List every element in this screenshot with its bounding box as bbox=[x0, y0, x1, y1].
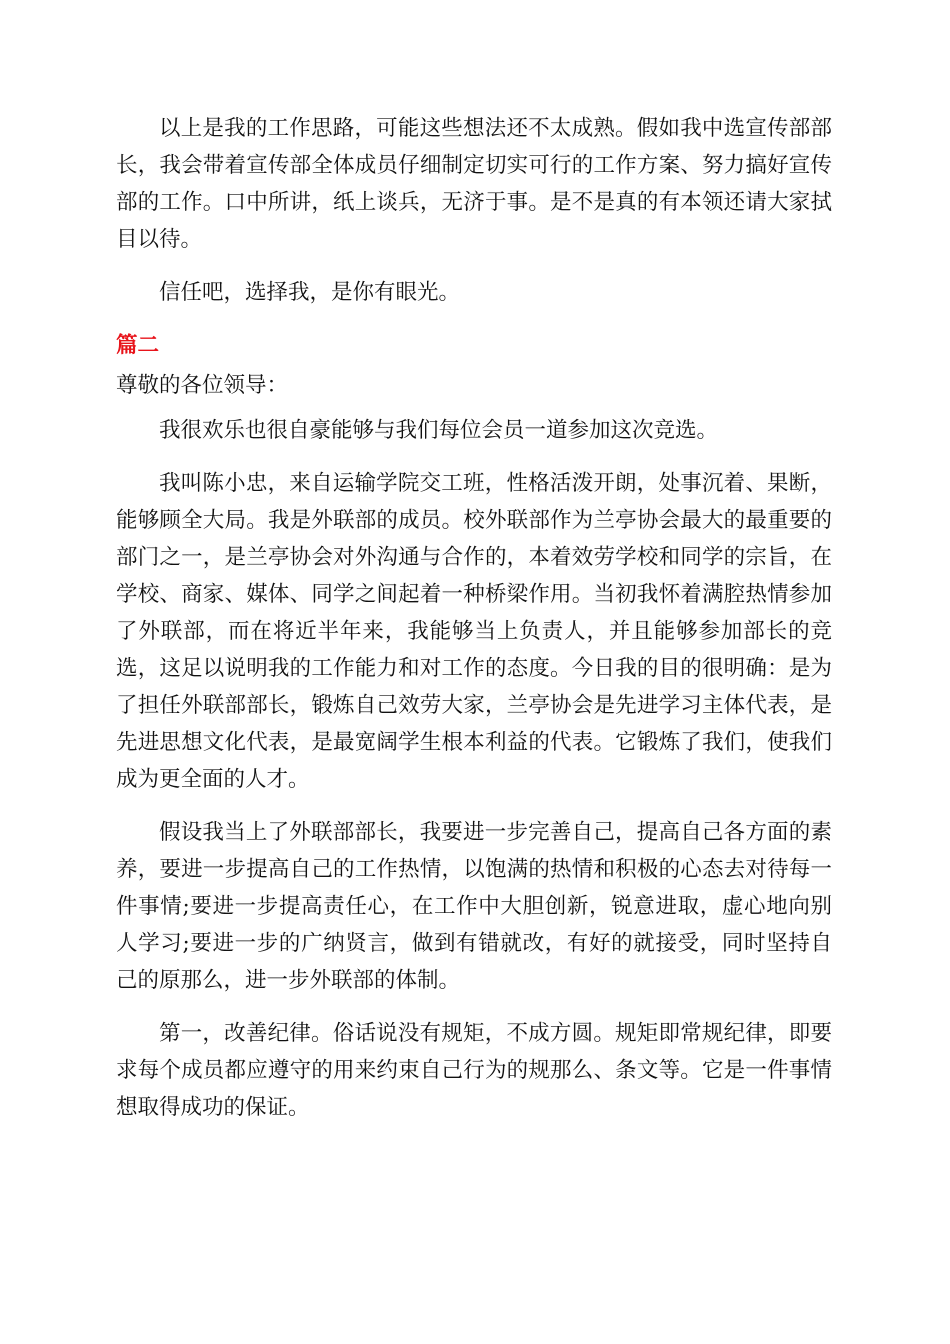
paragraph-discipline: 第一，改善纪律。俗话说没有规矩，不成方圆。规矩即常规纪律，即要求每个成员都应遵守的用来约束自己行为的规那么、条文等。它是一件事情想取得成功的保证。 bbox=[116, 1021, 832, 1120]
paragraph-intro: 我很欢乐也很自豪能够与我们每位会员一道参加这次竞选。 bbox=[159, 418, 719, 443]
paragraph-work-plan: 以上是我的工作思路，可能这些想法还不太成熟。假如我中选宣传部部长，我会带着宣传部全体成员仔细制定切实可行的工作方案、努力搞好宣传部的工作。口中所讲，纸上谈兵，无济于事。是不是真的有本领还请大家拭目以待。 bbox=[116, 116, 832, 252]
section-heading: 篇二 bbox=[116, 333, 160, 358]
paragraph-trust-me: 信任吧，选择我，是你有眼光。 bbox=[159, 280, 461, 305]
salutation: 尊敬的各位领导： bbox=[116, 373, 289, 398]
document-page bbox=[116, 110, 832, 1126]
paragraph-self-introduction: 我叫陈小忠，来自运输学院交工班，性格活泼开朗，处事沉着、果断，能够顾全大局。我是外联部的成员。校外联部作为兰亭协会最大的最重要的部门之一，是兰亭协会对外沟通与合作的，本着效劳学校和同学的宗旨，在学校、商家、媒体、同学之间起着一种桥梁作用。当初我怀着满腔热情参加了外联部，而在将近半年来，我能够当上负责人，并且能够参加部长的竞选，这足以说明我的工作能力和对工作的态度。今日我的目的很明确：是为了担任外联部部长，锻炼自己效劳大家，兰亭协会是先进学习主体代表，是先进思想文化代表，是最宽阔学生根本利益的代表。它锻炼了我们，使我们成为更全面的人才。 bbox=[116, 471, 832, 792]
paragraph-plans: 假设我当上了外联部部长，我要进一步完善自己，提高自己各方面的素养，要进一步提高自己的工作热情，以饱满的热情和积极的心态去对待每一件事情;要进一步提高责任心，在工作中大胆创新，锐意进取，虚心地向别人学习;要进一步的广纳贤言，做到有错就改，有好的就接受，同时坚持自己的原那么，进一步外联部的体制。 bbox=[116, 820, 832, 993]
